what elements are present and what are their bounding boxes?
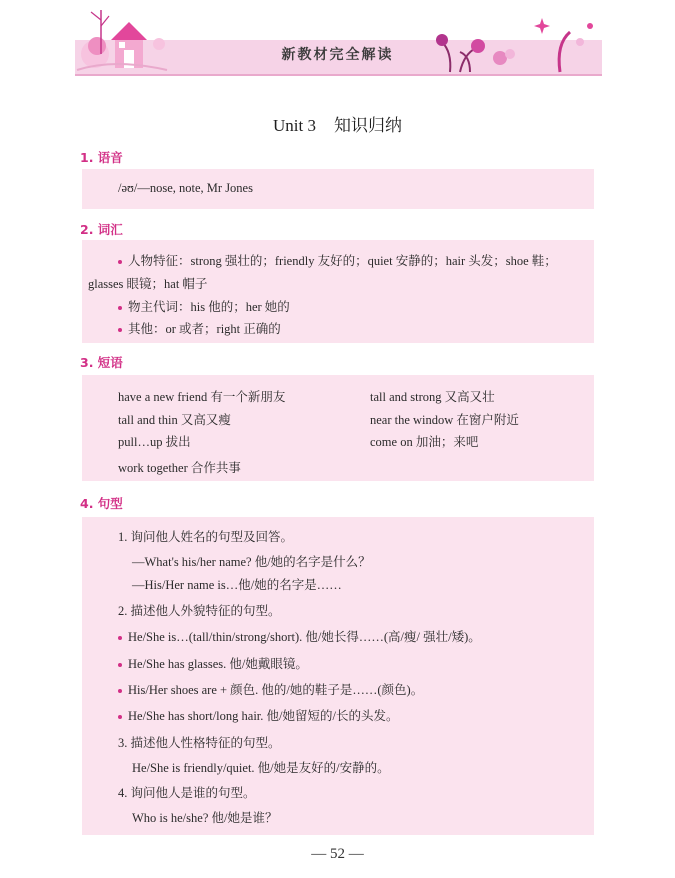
page-header bbox=[0, 0, 675, 80]
sentence-bullet: He/She has glasses. 他/她戴眼镜。 bbox=[118, 654, 308, 672]
sentence-bullet: His/Her shoes are + 颜色. 他的/她的鞋子是……(颜色)。 bbox=[118, 680, 423, 698]
bullet-icon bbox=[118, 306, 122, 310]
vocabulary-box bbox=[82, 240, 594, 343]
pronunciation-line: /əʊ/—nose, note, Mr Jones bbox=[118, 181, 253, 195]
phrase-item: have a new friend 有一个新朋友 bbox=[118, 390, 286, 404]
bullet-icon bbox=[118, 689, 122, 693]
list-item-continuation: glasses 眼镜；hat 帽子 bbox=[88, 277, 208, 291]
house-illustration-icon bbox=[75, 6, 170, 76]
section-heading-pronunciation: 1. 语音 bbox=[80, 150, 123, 165]
bullet-icon bbox=[118, 636, 122, 640]
sentence-bullet: He/She has short/long hair. 他/她留短的/长的头发。 bbox=[118, 706, 398, 724]
list-item: 物主代词：his 他的；her 她的 bbox=[118, 297, 290, 315]
pronunciation-box bbox=[82, 169, 594, 209]
sentence-example: Who is he/she? 他/她是谁？ bbox=[132, 811, 278, 825]
sentence-example: He/She is friendly/quiet. 他/她是友好的/安静的。 bbox=[132, 761, 390, 775]
sentence-subheading: 3. 描述他人性格特征的句型。 bbox=[118, 736, 281, 750]
page-number: — 52 — bbox=[311, 846, 364, 862]
book-title: 新教材完全解读 bbox=[281, 47, 394, 63]
phrases-box bbox=[82, 375, 594, 481]
unit-topic: 知识归纳 bbox=[333, 116, 402, 135]
sentence-example: —His/Her name is…他/她的名字是…… bbox=[132, 578, 342, 592]
sentence-bullet: He/She is…(tall/thin/strong/short). 他/她长得……(高/瘦/ 强壮/矮)。 bbox=[118, 627, 481, 645]
bullet-icon bbox=[118, 328, 122, 332]
unit-label: Unit 3 bbox=[273, 116, 316, 135]
bullet-icon bbox=[118, 715, 122, 719]
sentence-subheading: 2. 描述他人外貌特征的句型。 bbox=[118, 604, 281, 618]
list-item: 其他：or 或者；right 正确的 bbox=[118, 319, 281, 337]
phrase-item: work together 合作共事 bbox=[118, 461, 241, 475]
phrase-item: pull…up 拔出 bbox=[118, 435, 191, 449]
bullet-icon bbox=[118, 260, 122, 264]
section-heading-phrases: 3. 短语 bbox=[80, 355, 123, 370]
phrase-item: come on 加油；来吧 bbox=[370, 435, 479, 449]
sentence-subheading: 1. 询问他人姓名的句型及回答。 bbox=[118, 530, 294, 544]
phrase-item: tall and thin 又高又瘦 bbox=[118, 413, 231, 427]
section-heading-vocabulary: 2. 词汇 bbox=[80, 222, 123, 237]
sentence-subheading: 4. 询问他人是谁的句型。 bbox=[118, 786, 256, 800]
bullet-icon bbox=[118, 663, 122, 667]
section-heading-sentences: 4. 句型 bbox=[80, 496, 123, 511]
phrase-item: tall and strong 又高又壮 bbox=[370, 390, 495, 404]
sentences-box bbox=[82, 517, 594, 835]
phrase-item: near the window 在窗户附近 bbox=[370, 413, 519, 427]
sentence-example: —What's his/her name? 他/她的名字是什么？ bbox=[132, 555, 371, 569]
decorative-plants-icon bbox=[430, 12, 600, 74]
list-item: 人物特征：strong 强壮的；friendly 友好的；quiet 安静的；hair 头发；shoe 鞋； bbox=[118, 251, 557, 269]
unit-title bbox=[0, 111, 675, 136]
